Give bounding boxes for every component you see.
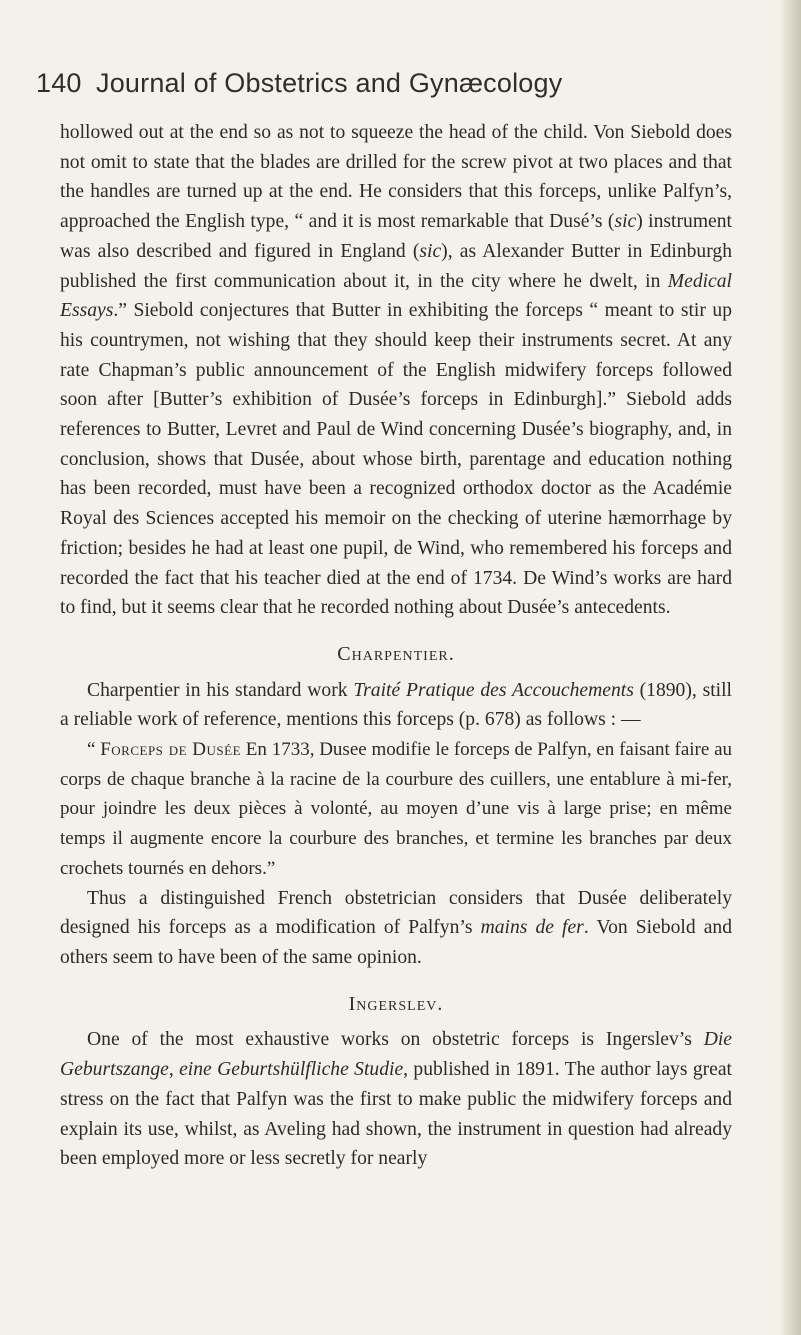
italic-run: mains de fer bbox=[480, 917, 584, 939]
text-run: ), as Alexander Butter in Edinburgh published the first communication about it, in the city where he dwelt, in bbox=[60, 240, 732, 292]
block-quote bbox=[60, 735, 732, 884]
text-run: En 1733, Dusee modifie le forceps de Palfyn, en faisant faire au corps de chaque branche à la racine de la courbure des cuillers, une entablure à mi-fer, pour joindre les deux pièces à volonté, au moyen d’une vis à large prise; en même temps il augmente encore la courbure des branches, et termine les branches par deux crochets tournés en dehors.” bbox=[60, 739, 733, 879]
text-run: .” Siebold conjectures that Butter in exhibiting the forceps “ meant to stir up his countrymen, not wishing that they should keep their instruments secret. At any rate Chapman’s public announcement of the English midwifery forceps followed soon after [Butter’s exhibition of Dusée’s forceps in Edinburgh].” Siebold adds references to Butter, Levret and Paul de Wind concerning Dusée’s biography, and, in conclusion, shows that Dusée, about whose birth, parentage and education nothing has been recorded, must have been a recognized orthodox doctor as the Académie Royal des Sciences accepted his memoir on the checking of uterine hæmorrhage by friction; besides he had at least one pupil, de Wind, who remembered his forceps and recorded the fact that his teacher died at the end of 1734. De Wind’s works are hard to find, but it seems clear that he recorded nothing about Dusée’s antecedents. bbox=[60, 300, 732, 619]
text-run: , published in 1891. The author lays great stress on the fact that Palfyn was the first to make public the midwifery forceps and explain its use, whilst, as Aveling had shown, the instrument in question had already been employed more or less secretly for nearly bbox=[60, 1059, 732, 1170]
italic-run: Medical Essays bbox=[60, 270, 732, 322]
text-run: ) instrument was also described and figured in England ( bbox=[60, 211, 732, 262]
running-header bbox=[36, 68, 562, 99]
text-run: (1890), still a reliable work of reference, mentions this forceps (p. 678) as follows : — bbox=[60, 679, 733, 731]
text-run: One of the most exhaustive works on obstetric forceps is Ingerslev’s bbox=[87, 1029, 704, 1051]
italic-run: Die Geburtszange, eine Geburtshülfliche Studie bbox=[60, 1029, 732, 1081]
italic-run: sic bbox=[614, 211, 637, 233]
italic-run: sic bbox=[419, 240, 442, 262]
paragraph bbox=[60, 1025, 732, 1174]
italic-run: Traité Pratique des Accouchements bbox=[353, 679, 634, 701]
journal-title: Journal of Obstetrics and Gynæcology bbox=[96, 68, 563, 98]
text-run: “ bbox=[87, 739, 101, 761]
text-run: . Von Siebold and others seem to have been of the same opinion. bbox=[60, 917, 732, 968]
text-run: Charpentier in his standard work bbox=[87, 679, 354, 701]
body-text bbox=[60, 118, 732, 1174]
text-run: hollowed out at the end so as not to squeeze the head of the child. Von Siebold does not omit to state that the blades are drilled for the screw pivot at two places and that the handles are turned up at the end. He considers that this forceps, unlike Palfyn’s, approached the English type, “ and it is most remarkable that Dusé’s ( bbox=[60, 122, 732, 233]
paragraph bbox=[60, 676, 732, 735]
page-edge-shadow bbox=[779, 0, 801, 1335]
section-heading-ingerslev: Ingerslev. bbox=[348, 992, 444, 1015]
section-heading-charpentier: Charpentier. bbox=[337, 642, 455, 665]
text-run: Thus a distinguished French obstetrician considers that Dusée deliberately designed his forceps as a modification of Palfyn’s bbox=[60, 887, 732, 939]
small-caps-run: Forceps de Dusée bbox=[100, 739, 242, 761]
paragraph bbox=[60, 884, 732, 973]
paragraph bbox=[60, 118, 732, 623]
page-number: 140 bbox=[36, 68, 82, 98]
